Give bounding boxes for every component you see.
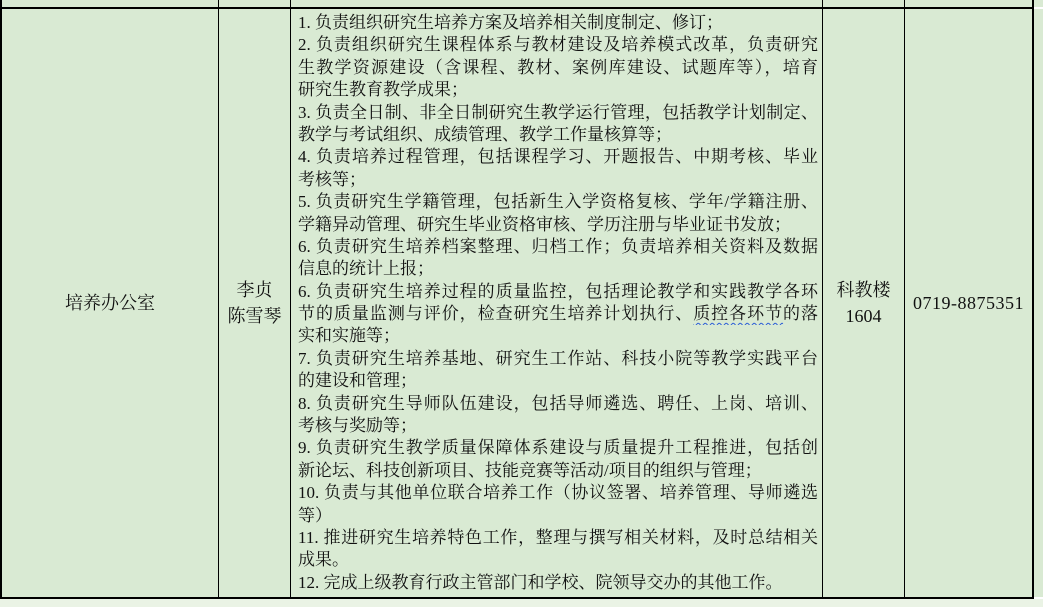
staff-names-cell[interactable] <box>219 9 290 597</box>
duties-cell[interactable] <box>291 9 822 597</box>
duty-line: 3. 负责全日制、非全日制研究生教学运行管理，包括教学计划制定、 <box>298 102 818 122</box>
column-divider <box>218 0 219 7</box>
office-name: 培养办公室 <box>65 293 155 313</box>
duty-line: 1. 负责组织研究生培养方案及培养相关制度制定、修订； <box>298 13 723 32</box>
duty-line: 10. 负责与其他单位联合培养工作（协议签署、培养管理、导师遴选 <box>298 483 818 503</box>
duty-line: 6. 负责研究生培养档案整理、归档工作；负责培养相关资料及数据 <box>298 236 818 256</box>
duty-line: 等） <box>298 505 332 525</box>
phone-number: 0719-8875351 <box>913 293 1024 313</box>
duty-line: 4. 负责培养过程管理，包括课程学习、开题报告、中期考核、毕业 <box>298 147 818 167</box>
row-above-sliver <box>0 0 1043 7</box>
duty-line: 12. 完成上级教育行政主管部门和学校、院领导交办的其他工作。 <box>298 572 783 592</box>
staff-name: 陈雪琴 <box>227 306 282 326</box>
row-below-sliver <box>0 599 1043 607</box>
staff-name: 李贞 <box>236 280 273 300</box>
duty-line: 8. 负责研究生导师队伍建设，包括导师遴选、聘任、上岗、培训、 <box>298 393 818 413</box>
duty-line: 研究生教育教学成果； <box>298 80 468 100</box>
duty-line: 2. 负责组织研究生课程体系与教材建设及培养模式改革，负责研究 <box>298 35 818 55</box>
table-border-right <box>1032 9 1034 597</box>
duty-line: 成果。 <box>298 550 349 570</box>
duty-line: 考核与奖励等； <box>298 416 417 436</box>
office-name-cell[interactable] <box>2 9 218 597</box>
grammar-check-underline: 质控各环节 <box>693 304 784 324</box>
duty-line: 新论坛、科技创新项目、技能竞赛等活动/项目的组织与管理； <box>298 460 762 480</box>
duty-line: 生教学资源建设（含课程、教材、案例库建设、试题库等），培育 <box>298 57 818 77</box>
location-room: 1604 <box>845 306 882 326</box>
duty-line: 6. 负责研究生培养过程的质量监控，包括理论教学和实践教学各环 <box>298 281 818 301</box>
duty-line: 的建设和管理； <box>298 371 417 391</box>
duty-line: 实和实施等； <box>298 326 400 346</box>
duty-line: 教学与考试组织、成绩管理、教学工作量核算等； <box>298 124 672 144</box>
column-divider <box>290 0 291 7</box>
phone-cell[interactable] <box>905 9 1032 597</box>
duty-line: 信息的统计上报； <box>298 259 434 279</box>
table-border-right <box>1032 0 1034 7</box>
duty-line: 11. 推进研究生培养特色工作，整理与撰写相关材料，及时总结相关 <box>298 527 818 547</box>
duty-line: 考核等； <box>298 169 366 189</box>
duty-line: 7. 负责研究生培养基地、研究生工作站、科技小院等教学实践平台 <box>298 348 818 368</box>
table-border-left <box>0 0 2 7</box>
column-divider <box>904 0 905 7</box>
duty-line: 节的质量监测与评价，检查研究生培养计划执行、质控各环节的落 <box>298 304 818 324</box>
location-cell[interactable] <box>823 9 904 597</box>
duty-line: 学籍异动管理、研究生毕业资格审核、学历注册与毕业证书发放； <box>298 214 791 234</box>
duty-line: 5. 负责研究生学籍管理，包括新生入学资格复核、学年/学籍注册、 <box>298 192 818 212</box>
duty-line: 9. 负责研究生教学质量保障体系建设与质量提升工程推进，包括创 <box>298 438 818 458</box>
training-office-row <box>0 9 1043 597</box>
column-divider <box>822 0 823 7</box>
location-building: 科教楼 <box>836 280 891 300</box>
